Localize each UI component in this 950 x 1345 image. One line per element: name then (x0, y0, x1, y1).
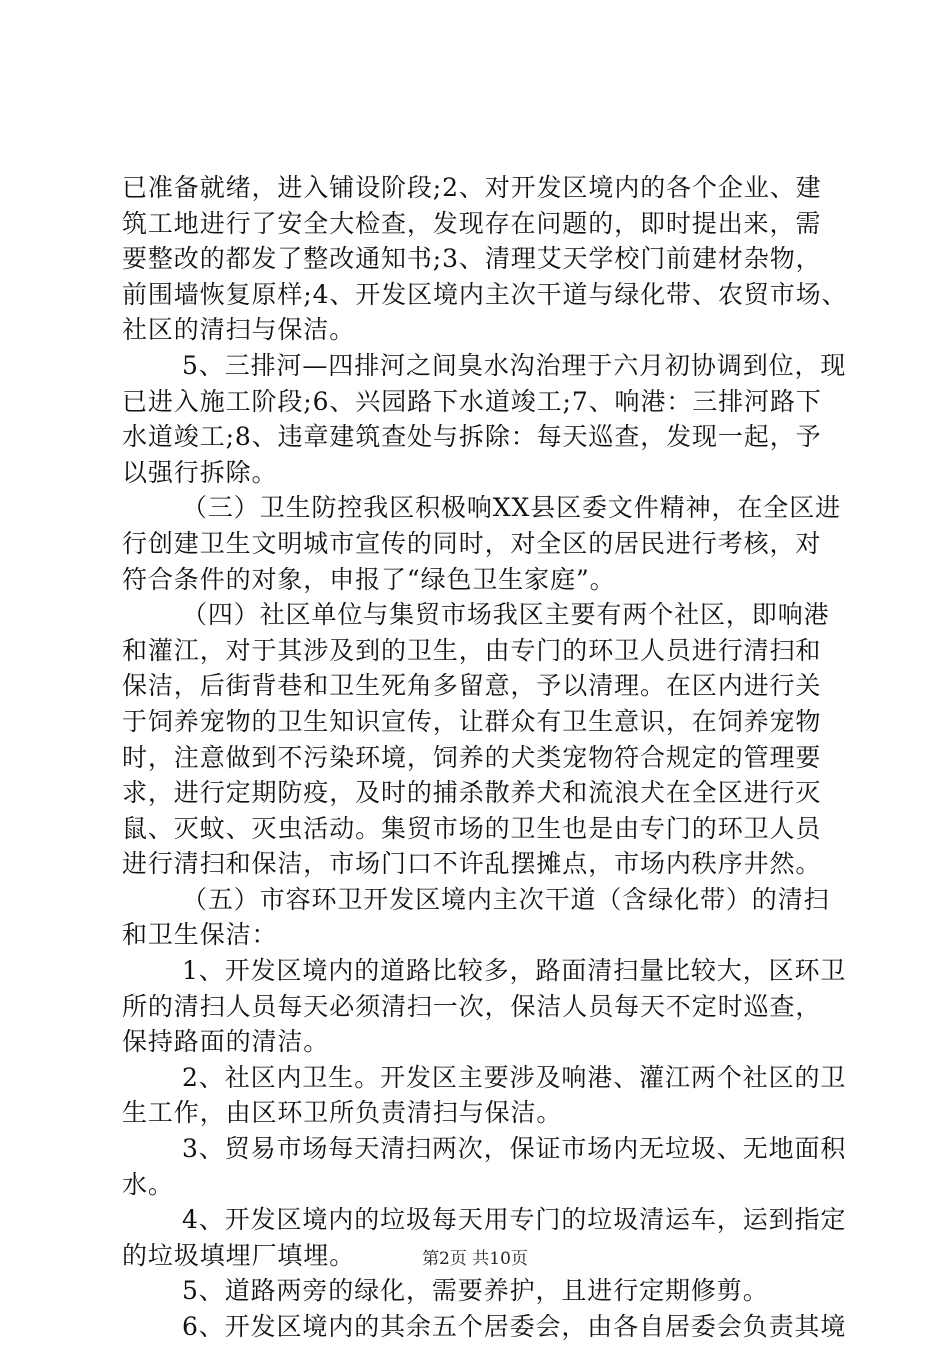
list-item: 6、开发区境内的其余五个居委会，由各自居委会负责其境 (182, 1312, 847, 1341)
text-line: 和灌江，对于其涉及到的卫生，由专门的环卫人员进行清扫和 (122, 635, 822, 665)
list-item: 2、社区内卫生。开发区主要涉及响港、灌江两个社区的卫 (182, 1062, 847, 1092)
section-heading-3: （三）卫生防控我区积极响XX县区委文件精神，在全区进 (182, 493, 841, 523)
text-line: 已准备就绪，进入铺设阶段;2、对开发区境内的各个企业、建 (122, 173, 822, 202)
list-item: 5、道路两旁的绿化，需要养护，且进行定期修剪。 (182, 1276, 769, 1306)
section-heading-5: （五）市容环卫开发区境内主次干道（含绿化带）的清扫 (182, 884, 830, 914)
text-line: 5、三排河—四排河之间臭水沟治理于六月初协调到位，现 (182, 350, 847, 380)
text-line: 已进入施工阶段;6、兴园路下水道竣工;7、响港：三排河路下 (122, 386, 822, 416)
page-footer (0, 1244, 950, 1269)
text-line: 前围墙恢复原样;4、开发区境内主次干道与绿化带、农贸市场、 (122, 279, 848, 309)
text-line: 和卫生保洁： (122, 920, 278, 950)
text-line: 以强行拆除。 (122, 457, 278, 487)
list-item: 4、开发区境内的垃圾每天用专门的垃圾清运车，运到指定 (182, 1205, 847, 1235)
text-line: 水。 (122, 1169, 174, 1199)
text-line: 于饲养宠物的卫生知识宣传，让群众有卫生意识，在饲养宠物 (122, 706, 822, 736)
section-heading-4: （四）社区单位与集贸市场我区主要有两个社区，即响港 (182, 600, 830, 630)
list-item: 3、贸易市场每天清扫两次，保证市场内无垃圾、无地面积 (182, 1134, 847, 1164)
text-line: 时，注意做到不污染环境，饲养的犬类宠物符合规定的管理要 (122, 742, 822, 772)
text-line: 要整改的都发了整改通知书;3、清理艾天学校门前建材杂物， (122, 244, 822, 274)
text-line: 符合条件的对象，申报了“绿色卫生家庭”。 (122, 564, 616, 594)
document-body (122, 170, 848, 1345)
text-line: 社区的清扫与保洁。 (122, 315, 356, 345)
text-line: 生工作，由区环卫所负责清扫与保洁。 (122, 1098, 563, 1128)
text-line: 保持路面的清洁。 (122, 1027, 330, 1057)
text-line: 鼠、灭蚊、灭虫活动。集贸市场的卫生也是由专门的环卫人员 (122, 813, 822, 843)
list-item: 1、开发区境内的道路比较多，路面清扫量比较大，区环卫 (182, 956, 847, 986)
text-line: 所的清扫人员每天必须清扫一次，保洁人员每天不定时巡查， (122, 991, 822, 1021)
text-line: 行创建卫生文明城市宣传的同时，对全区的居民进行考核，对 (122, 528, 822, 558)
text-line: 水道竣工;8、违章建筑查处与拆除：每天巡查，发现一起，予 (122, 422, 822, 452)
text-line: 求，进行定期防疫，及时的捕杀散养犬和流浪犬在全区进行灭 (122, 778, 822, 808)
page-number-label: 第2页 共10页 (422, 1249, 528, 1269)
text-line: 的垃圾填埋厂填埋。 (122, 1240, 356, 1270)
text-line: 保洁，后街背巷和卫生死角多留意，予以清理。在区内进行关 (122, 671, 822, 701)
text-line: 进行清扫和保洁，市场门口不许乱摆摊点，市场内秩序井然。 (122, 849, 822, 879)
text-line: 筑工地进行了安全大检查，发现存在问题的，即时提出来，需 (122, 208, 822, 238)
